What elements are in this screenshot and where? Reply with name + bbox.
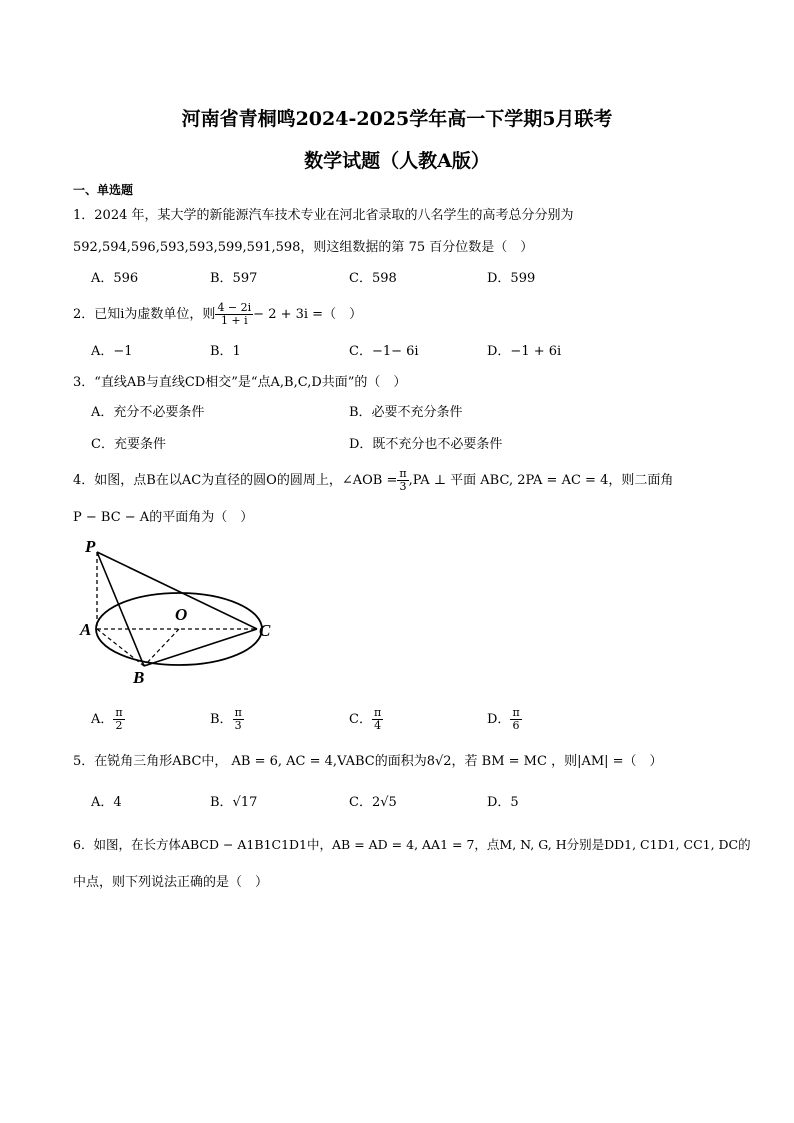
q4-figure xyxy=(75,540,285,690)
q1-stem-line2: 592,594,596,593,593,599,591,598，则这组数据的第 75 百分位数是（ ） xyxy=(73,240,534,255)
q4-option-b-den: 3 xyxy=(234,719,242,732)
q2-suffix: − 2 + 3i =（ ） xyxy=(253,307,363,322)
q4-option-d-fraction xyxy=(510,707,521,732)
q4-option-d-label: D． xyxy=(487,712,511,727)
q3-option-d: D．既不充分也不必要条件 xyxy=(349,437,503,452)
q4-stem-line2: P − BC − A的平面角为（ ） xyxy=(73,510,254,525)
q4-option-b-label: B． xyxy=(210,712,233,727)
page-title: 河南省青桐鸣2024-2025学年高一下学期5月联考 xyxy=(181,108,613,130)
q6-stem-line2: 中点，则下列说法正确的是（ ） xyxy=(73,875,269,890)
q3-option-b: B．必要不充分条件 xyxy=(349,405,463,420)
q2-option-d: D．−1 + 6i xyxy=(487,344,562,359)
q5-stem: 5．在锐角三角形ABC中， AB = 6, AC = 4,VABC的面积为8√2，若 BM = MC ，则|AM| =（ ） xyxy=(73,754,663,769)
q1-option-d: D．599 xyxy=(487,271,536,286)
q4-option-a-label: A． xyxy=(91,712,114,727)
q2-option-b: B．1 xyxy=(210,344,241,359)
q5-option-a: A．4 xyxy=(91,795,122,810)
label-o: O xyxy=(175,605,188,624)
q4-option-c-label: C． xyxy=(349,712,372,727)
q1-option-c: C．598 xyxy=(349,271,397,286)
q4-angle-fraction xyxy=(397,468,408,493)
segment-bc xyxy=(144,629,257,666)
q3-option-c: C．充要条件 xyxy=(91,437,166,452)
q3-option-a: A．充分不必要条件 xyxy=(91,405,205,420)
q4-option-c-fraction xyxy=(372,707,383,732)
q4-option-c-num: π xyxy=(373,706,382,719)
q5-option-d: D．5 xyxy=(487,795,519,810)
q2-stem xyxy=(73,300,362,330)
q4-option-d-num: π xyxy=(512,706,520,719)
q1-option-b: B．597 xyxy=(210,271,258,286)
q6-stem-line1: 6．如图，在长方体ABCD − A1B1C1D1中，AB = AD = 4, AA1 = 7，点M, N, G, H分别是DD1, C1D1, CC1, DC的 xyxy=(73,837,751,852)
q2-fraction xyxy=(215,302,253,327)
label-c: C xyxy=(259,621,271,640)
q4-angle-num: π xyxy=(399,467,407,480)
q2-prefix: 2．已知i为虚数单位，则 xyxy=(73,307,216,322)
q5-option-b: B．√17 xyxy=(210,795,258,810)
q3-stem: 3．“直线AB与直线CD相交”是“点A,B,C,D共面”的（ ） xyxy=(73,375,407,390)
q4-option-c xyxy=(349,706,383,734)
page-subtitle: 数学试题（人教A版） xyxy=(304,150,490,172)
q4-prefix: 4．如图，点B在以AC为直径的圆O的圆周上，∠AOB = xyxy=(73,473,398,488)
q4-option-d xyxy=(487,706,522,734)
q4-stem-line1 xyxy=(73,466,673,496)
q4-option-d-den: 6 xyxy=(512,719,520,732)
q4-option-a-num: π xyxy=(115,706,123,719)
q4-option-a-den: 2 xyxy=(115,719,123,732)
q1-stem-line1: 1．2024 年，某大学的新能源汽车技术专业在河北省录取的八名学生的高考总分分别为 xyxy=(73,208,574,223)
q4-option-b-num: π xyxy=(234,706,242,719)
q5-option-c: C．2√5 xyxy=(349,795,397,810)
q4-option-b xyxy=(210,706,244,734)
label-a: A xyxy=(80,620,92,639)
q4-option-a-fraction xyxy=(113,707,124,732)
q4-option-b-fraction xyxy=(233,707,244,732)
q2-numerator: 4 − 2i xyxy=(217,301,252,314)
q2-option-c: C．−1− 6i xyxy=(349,344,419,359)
q2-option-a: A．−1 xyxy=(91,344,133,359)
q4-option-c-den: 4 xyxy=(374,719,382,732)
label-b: B xyxy=(133,668,145,687)
section-heading: 一、单选题 xyxy=(73,183,134,197)
q4-suffix: ,PA ⊥ 平面 ABC, 2PA = AC = 4，则二面角 xyxy=(408,473,674,488)
q4-option-a xyxy=(91,706,125,734)
q2-denominator: 1 + i xyxy=(220,314,248,327)
q1-option-a: A．596 xyxy=(91,271,139,286)
label-p: P xyxy=(85,540,96,556)
q4-angle-den: 3 xyxy=(399,480,407,493)
segment-pb xyxy=(97,552,144,666)
